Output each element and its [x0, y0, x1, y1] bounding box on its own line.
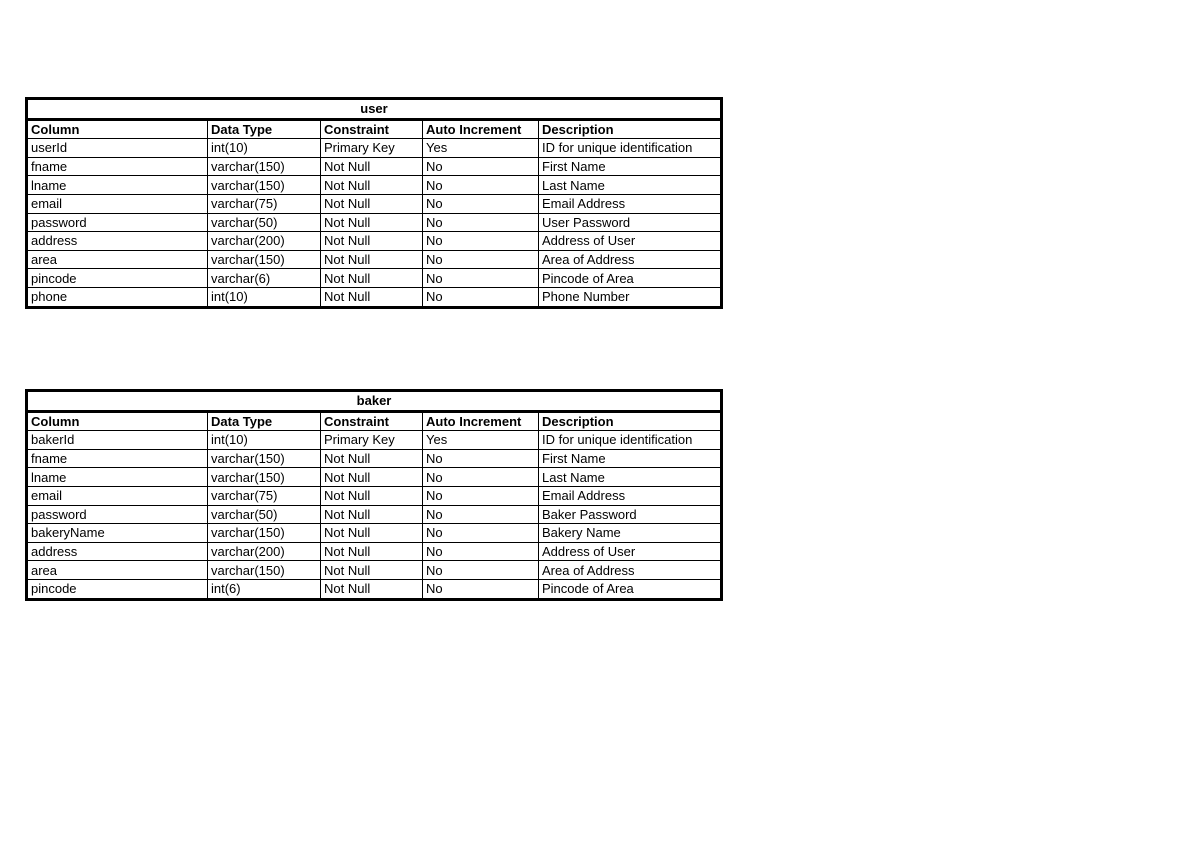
- table-cell: No: [423, 194, 539, 213]
- column-header: Auto Increment: [423, 411, 539, 431]
- table-cell: User Password: [539, 213, 722, 232]
- table-cell: pincode: [27, 269, 208, 288]
- table-cell: Not Null: [321, 269, 423, 288]
- table-cell: No: [423, 561, 539, 580]
- column-header: Column: [27, 119, 208, 139]
- table-row: [27, 505, 722, 524]
- table-row: [27, 579, 722, 599]
- table-cell: No: [423, 157, 539, 176]
- table-cell: Area of Address: [539, 561, 722, 580]
- table-cell: Not Null: [321, 505, 423, 524]
- table-cell: Not Null: [321, 542, 423, 561]
- table-cell: Not Null: [321, 176, 423, 195]
- table-row: [27, 139, 722, 158]
- table-cell: No: [423, 213, 539, 232]
- table-cell: varchar(150): [208, 468, 321, 487]
- table-cell: varchar(150): [208, 524, 321, 543]
- table-cell: ID for unique identification: [539, 431, 722, 450]
- table-cell: area: [27, 561, 208, 580]
- table-cell: password: [27, 213, 208, 232]
- table-row: [27, 542, 722, 561]
- table-cell: Phone Number: [539, 287, 722, 307]
- user-schema-table: [25, 97, 723, 309]
- table-cell: No: [423, 176, 539, 195]
- table-cell: No: [423, 542, 539, 561]
- table-cell: Primary Key: [321, 431, 423, 450]
- table-cell: Not Null: [321, 232, 423, 251]
- table-cell: Not Null: [321, 449, 423, 468]
- column-header: Column: [27, 411, 208, 431]
- header-row: [27, 411, 722, 431]
- table-cell: Last Name: [539, 468, 722, 487]
- table-cell: Not Null: [321, 194, 423, 213]
- table-cell: Yes: [423, 139, 539, 158]
- table-cell: No: [423, 524, 539, 543]
- table-cell: varchar(50): [208, 213, 321, 232]
- table-row: [27, 176, 722, 195]
- table-cell: Not Null: [321, 287, 423, 307]
- column-header: Auto Increment: [423, 119, 539, 139]
- column-header: Constraint: [321, 411, 423, 431]
- table-cell: int(10): [208, 431, 321, 450]
- table-cell: varchar(75): [208, 194, 321, 213]
- column-header: Description: [539, 411, 722, 431]
- column-header: Constraint: [321, 119, 423, 139]
- table-cell: fname: [27, 157, 208, 176]
- table-cell: int(6): [208, 579, 321, 599]
- table-cell: lname: [27, 176, 208, 195]
- table-cell: Area of Address: [539, 250, 722, 269]
- table-cell: phone: [27, 287, 208, 307]
- table-cell: varchar(50): [208, 505, 321, 524]
- baker-schema-table: [25, 389, 723, 601]
- table-title: user: [27, 99, 722, 120]
- table-row: [27, 561, 722, 580]
- table-cell: bakeryName: [27, 524, 208, 543]
- table-cell: Not Null: [321, 579, 423, 599]
- table-cell: userId: [27, 139, 208, 158]
- table-cell: No: [423, 287, 539, 307]
- table-cell: varchar(6): [208, 269, 321, 288]
- table-row: [27, 287, 722, 307]
- table-cell: varchar(150): [208, 250, 321, 269]
- table-row: [27, 157, 722, 176]
- table-cell: Baker Password: [539, 505, 722, 524]
- table-row: [27, 468, 722, 487]
- table-body: [27, 139, 722, 307]
- table-cell: No: [423, 269, 539, 288]
- table-cell: No: [423, 505, 539, 524]
- table-cell: No: [423, 449, 539, 468]
- table-cell: Not Null: [321, 486, 423, 505]
- table-cell: int(10): [208, 139, 321, 158]
- header-row: [27, 119, 722, 139]
- table-title: baker: [27, 391, 722, 412]
- table-cell: First Name: [539, 157, 722, 176]
- table-cell: varchar(150): [208, 561, 321, 580]
- column-header: Data Type: [208, 411, 321, 431]
- table-cell: No: [423, 250, 539, 269]
- table-cell: Not Null: [321, 213, 423, 232]
- table-cell: No: [423, 232, 539, 251]
- table-cell: int(10): [208, 287, 321, 307]
- table-cell: No: [423, 468, 539, 487]
- table-cell: Primary Key: [321, 139, 423, 158]
- table-cell: varchar(150): [208, 176, 321, 195]
- table-cell: Email Address: [539, 194, 722, 213]
- table-cell: Not Null: [321, 250, 423, 269]
- table-cell: No: [423, 579, 539, 599]
- table-row: [27, 431, 722, 450]
- table-cell: lname: [27, 468, 208, 487]
- table-cell: varchar(200): [208, 232, 321, 251]
- table-cell: Last Name: [539, 176, 722, 195]
- table-cell: Address of User: [539, 232, 722, 251]
- column-header: Description: [539, 119, 722, 139]
- table-cell: Pincode of Area: [539, 579, 722, 599]
- table-cell: password: [27, 505, 208, 524]
- table-row: [27, 213, 722, 232]
- table-cell: Pincode of Area: [539, 269, 722, 288]
- table-cell: email: [27, 194, 208, 213]
- table-cell: varchar(150): [208, 157, 321, 176]
- table-cell: address: [27, 542, 208, 561]
- table-cell: Yes: [423, 431, 539, 450]
- table-row: [27, 194, 722, 213]
- table-cell: Bakery Name: [539, 524, 722, 543]
- table-row: [27, 524, 722, 543]
- table-row: [27, 269, 722, 288]
- table-cell: area: [27, 250, 208, 269]
- table-cell: email: [27, 486, 208, 505]
- column-header: Data Type: [208, 119, 321, 139]
- table-cell: Address of User: [539, 542, 722, 561]
- table-cell: First Name: [539, 449, 722, 468]
- table-cell: fname: [27, 449, 208, 468]
- table-cell: varchar(75): [208, 486, 321, 505]
- table-row: [27, 232, 722, 251]
- table-row: [27, 486, 722, 505]
- table-row: [27, 449, 722, 468]
- table-cell: Email Address: [539, 486, 722, 505]
- table-cell: address: [27, 232, 208, 251]
- table-cell: Not Null: [321, 468, 423, 487]
- table-cell: No: [423, 486, 539, 505]
- table-cell: bakerId: [27, 431, 208, 450]
- table-cell: varchar(200): [208, 542, 321, 561]
- table-cell: pincode: [27, 579, 208, 599]
- table-cell: ID for unique identification: [539, 139, 722, 158]
- table-body: [27, 431, 722, 599]
- table-row: [27, 250, 722, 269]
- table-cell: Not Null: [321, 157, 423, 176]
- table-cell: Not Null: [321, 524, 423, 543]
- table-cell: Not Null: [321, 561, 423, 580]
- table-cell: varchar(150): [208, 449, 321, 468]
